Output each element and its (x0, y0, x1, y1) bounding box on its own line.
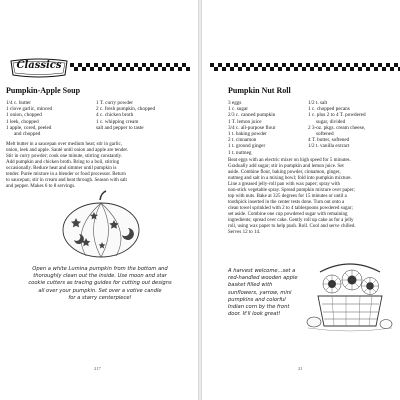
ingredient-item: 2/3 c. canned pumpkin (228, 112, 276, 119)
ingredient-item: 1/2 t. vanilla extract (308, 143, 350, 150)
ingredients-column-1 (6, 100, 52, 137)
instruction-line: clean towel sprinkled with 2 to 4 tablespoons powdered sugar; (228, 206, 353, 211)
ingredient-item: 3 eggs (228, 100, 242, 106)
page-number: 21 (298, 366, 303, 371)
pumpkin-illustration-icon (56, 190, 146, 260)
ingredient-item: 1 c. sugar (228, 106, 249, 113)
ingredient-item: 1/4 c. butter (6, 100, 31, 106)
recipe-title: Pumpkin-Apple Soup (6, 86, 81, 95)
instruction-line: Beat eggs with an electric mixer on high speed for 5 minutes. (228, 158, 351, 163)
ingredient-item: 4 T. butter, softened (308, 137, 350, 144)
instruction-line: onion, leek and apple. Sauté until onion and apple are tender. (6, 148, 129, 153)
craft-tip-line: thoroughly clean out the inside. Use moon and star (33, 273, 167, 280)
ingredient-item: 1 t. nutmeg (228, 149, 252, 156)
ingredient-item: 2 3-oz. pkgs. cream cheese, (308, 124, 366, 131)
ingredient-item: 1 c. whipping cream (96, 118, 139, 125)
ingredient-item: 2 c. fresh pumpkin, chopped (96, 106, 156, 113)
left-page (0, 0, 198, 400)
craft-tip-line: all over your pumpkin. Set over a votive candle (38, 287, 162, 294)
instruction-line: occasionally. Reduce heat and simmer until pumpkin is (6, 166, 117, 171)
ingredient-item: 1 c. chopped pecans (308, 106, 350, 113)
instruction-line: non-stick vegetable spray. Spread pumpkin mixture over paper; (228, 188, 355, 193)
ingredient-item: 1 t. ground ginger (228, 143, 266, 150)
ingredient-item: 1 T. curry powder (96, 100, 133, 106)
ingredient-item: and chopped (14, 131, 41, 138)
checker-border (210, 63, 400, 71)
craft-tip-line: red-handled wooden apple (228, 275, 298, 282)
instruction-line: and pepper. Makes 6 to 8 servings. (6, 184, 76, 189)
ingredient-item: 1 clove garlic, minced (6, 106, 53, 113)
instruction-line: Line a greased jelly-roll pan with wax paper; spray with (228, 182, 341, 187)
page-number: 217 (94, 366, 101, 371)
instruction-line: Serves 12 to 14. (228, 230, 261, 235)
ingredient-item: sugar, divided (316, 118, 346, 125)
ingredient-item: 1/2 t. salt (308, 100, 328, 106)
checker-pattern-icon (70, 63, 190, 71)
instruction-line: toothpick inserted in the center tests done. Turn out onto a (228, 200, 345, 205)
ingredient-item: 2 t. cinnamon (228, 137, 257, 144)
craft-tip-line: for a starry centerpiece! (68, 294, 132, 301)
craft-tip-line: A harvest welcome...set a (228, 268, 296, 274)
instruction-line: Melt butter in a saucepan over medium heat; stir in garlic, (6, 142, 122, 147)
classics-banner (8, 58, 70, 78)
ingredient-item: 1 c. plus 2 to 4 T. powdered (308, 112, 366, 119)
ingredient-item: 3/4 c. all-purpose flour (228, 124, 276, 131)
craft-tip-line: Open a white Lumina pumpkin from the bottom and (32, 266, 168, 272)
craft-tip-line: pumpkins and colorful (228, 296, 286, 303)
instruction-line: Stir in curry powder; cook one minute, stirring constantly. (6, 154, 123, 159)
craft-tip (6, 266, 194, 302)
instruction-line: Gradually add sugar; stir in pumpkin and lemon juice. Set (228, 164, 344, 169)
ingredient-item: salt and pepper to taste (96, 124, 144, 131)
instruction-line: aside. Combine flour, baking powder, cinnamon, ginger, (228, 170, 341, 175)
ingredient-item: 1 onion, chopped (6, 112, 42, 119)
right-page (202, 0, 400, 400)
instruction-line: Add pumpkin and chicken broth. Bring to a boil, stirring (6, 160, 120, 165)
instruction-line: nutmeg and salt in a mixing bowl; fold into pumpkin mixture. (228, 176, 352, 181)
craft-tip-line: cookie cutters as tracing guides for cutting out designs (28, 280, 172, 287)
craft-tip (228, 268, 304, 318)
instruction-line: top with nuts. Bake at 325 degrees for 15 minutes or until a (228, 194, 347, 199)
ingredient-item: softened (316, 131, 334, 138)
ingredient-item: 1 T. lemon juice (228, 118, 262, 125)
craft-tip-line: Indian corn by the front (228, 304, 290, 311)
sunflower-basket-illustration-icon (306, 262, 394, 336)
recipe-instructions (228, 158, 394, 236)
instruction-line: roll, using wax paper to help push. Roll. Cool and serve chilled. (228, 224, 356, 229)
ingredients-column-1 (228, 100, 276, 156)
instruction-line: to saucepan; stir in cream and heat through. Season with salt (6, 178, 127, 183)
craft-tip-line: basket filled with (228, 282, 273, 289)
checker-border (70, 63, 190, 71)
ingredient-item: 4 c. chicken broth (96, 112, 134, 119)
section-tab-label: Classics (16, 60, 62, 71)
ingredient-item: 1 apple, cored, peeled (6, 124, 52, 131)
craft-tip-line: door. It'll look great! (228, 311, 281, 318)
instruction-line: tender. Purée mixture in a blender or food processor. Return (6, 172, 126, 177)
instruction-line: ingredients; spread over cake. Gently roll up cake as for a jelly (228, 218, 354, 223)
recipe-instructions (6, 142, 194, 190)
ingredients-column-2 (96, 100, 155, 131)
ingredients-column-2 (308, 100, 366, 150)
instruction-line: set aside. Combine one cup powdered sugar with remaining (228, 212, 348, 217)
recipe-title: Pumpkin Nut Roll (228, 86, 291, 95)
ingredient-item: 1 leek, chopped (6, 118, 39, 125)
ingredient-item: 1 t. baking powder (228, 131, 267, 138)
checker-pattern-icon (210, 63, 400, 71)
craft-tip-line: sunflowers, yarrow, mini (228, 289, 292, 296)
